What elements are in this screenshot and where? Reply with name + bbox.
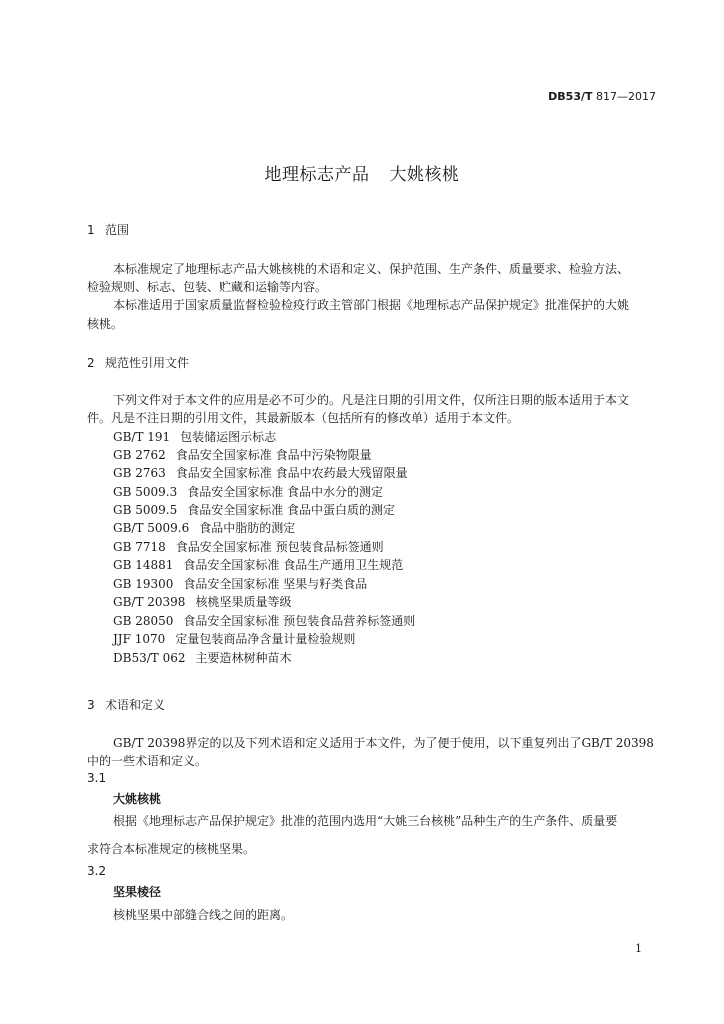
- title-part1: 地理标志产品: [264, 165, 370, 185]
- standard-code: [548, 90, 656, 103]
- section-2-intro-line2: 件。凡是不注日期的引用文件，其最新版本（包括所有的修改单）适用于本文件。: [87, 411, 520, 425]
- section-3-intro-line1: GB/T 20398界定的以及下列术语和定义适用于本文件，为了便于使用，以下重复列出了GB/T 20398: [113, 736, 654, 750]
- reference-item: GB/T 20398 核桃坚果质量等级: [113, 595, 292, 609]
- reference-item: DB53/T 062 主要造林树种苗木: [113, 651, 292, 665]
- section-2-intro-line1: 下列文件对于本文件的应用是必不可少的。凡是注日期的引用文件，仅所注日期的版本适用于本文: [113, 393, 630, 407]
- term-1-number: 3.1: [87, 771, 107, 785]
- standard-prefix: DB53/T: [548, 90, 593, 103]
- reference-item: GB 19300 食品安全国家标准 坚果与籽类食品: [113, 577, 368, 591]
- section-1-para1-line1: 本标准规定了地理标志产品大姚核桃的术语和定义、保护范围、生产条件、质量要求、检验方法、: [113, 262, 630, 276]
- reference-item: GB 5009.3 食品安全国家标准 食品中水分的测定: [113, 485, 384, 499]
- term-2-definition: 核桃坚果中部缝合线之间的距离。: [113, 908, 294, 922]
- reference-item: GB/T 191 包装储运图示标志: [113, 430, 277, 444]
- section-1-number: 1: [87, 223, 95, 237]
- reference-item: GB 14881 食品安全国家标准 食品生产通用卫生规范: [113, 558, 404, 572]
- section-1-heading: [87, 221, 129, 238]
- reference-item: GB 2763 食品安全国家标准 食品中农药最大残留限量: [113, 466, 408, 480]
- section-1-title: 范围: [105, 223, 130, 237]
- section-2-number: 2: [87, 356, 95, 370]
- standard-number: 817—2017: [596, 90, 656, 103]
- reference-item: GB 2762 食品安全国家标准 食品中污染物限量: [113, 448, 372, 462]
- reference-item: GB 5009.5 食品安全国家标准 食品中蛋白质的测定: [113, 503, 396, 517]
- section-2-title: 规范性引用文件: [105, 356, 190, 370]
- reference-item: GB 28050 食品安全国家标准 预包装食品营养标签通则: [113, 614, 416, 628]
- document-title: [0, 160, 724, 185]
- section-2-heading: [87, 354, 189, 371]
- term-1-definition-line1: 根据《地理标志产品保护规定》批准的范围内选用“大姚三台核桃”品种生产的生产条件、质量要: [113, 814, 618, 828]
- page-number: 1: [635, 942, 642, 955]
- section-3-intro-line2: 中的一些术语和定义。: [87, 754, 208, 768]
- title-part2: 大姚核桃: [389, 165, 460, 185]
- term-2-name: 坚果棱径: [113, 885, 162, 899]
- reference-item: GB 7718 食品安全国家标准 预包装食品标签通则: [113, 540, 384, 554]
- reference-item: JJF 1070 定量包装商品净含量计量检验规则: [113, 632, 356, 646]
- section-1-para2-line2: 核桃。: [87, 317, 124, 331]
- section-3-title: 术语和定义: [105, 698, 166, 712]
- section-1-para2-line1: 本标准适用于国家质量监督检验检疫行政主管部门根据《地理标志产品保护规定》批准保护的大姚: [113, 298, 630, 312]
- term-1-name: 大姚核桃: [113, 792, 162, 806]
- term-2-number: 3.2: [87, 864, 107, 878]
- section-3-heading: [87, 696, 165, 713]
- reference-item: GB/T 5009.6 食品中脂肪的测定: [113, 521, 296, 535]
- term-1-definition-line2: 求符合本标准规定的核桃坚果。: [87, 842, 256, 856]
- section-1-para1-line2: 检验规则、标志、包装、贮藏和运输等内容。: [87, 280, 328, 294]
- section-3-number: 3: [87, 698, 95, 712]
